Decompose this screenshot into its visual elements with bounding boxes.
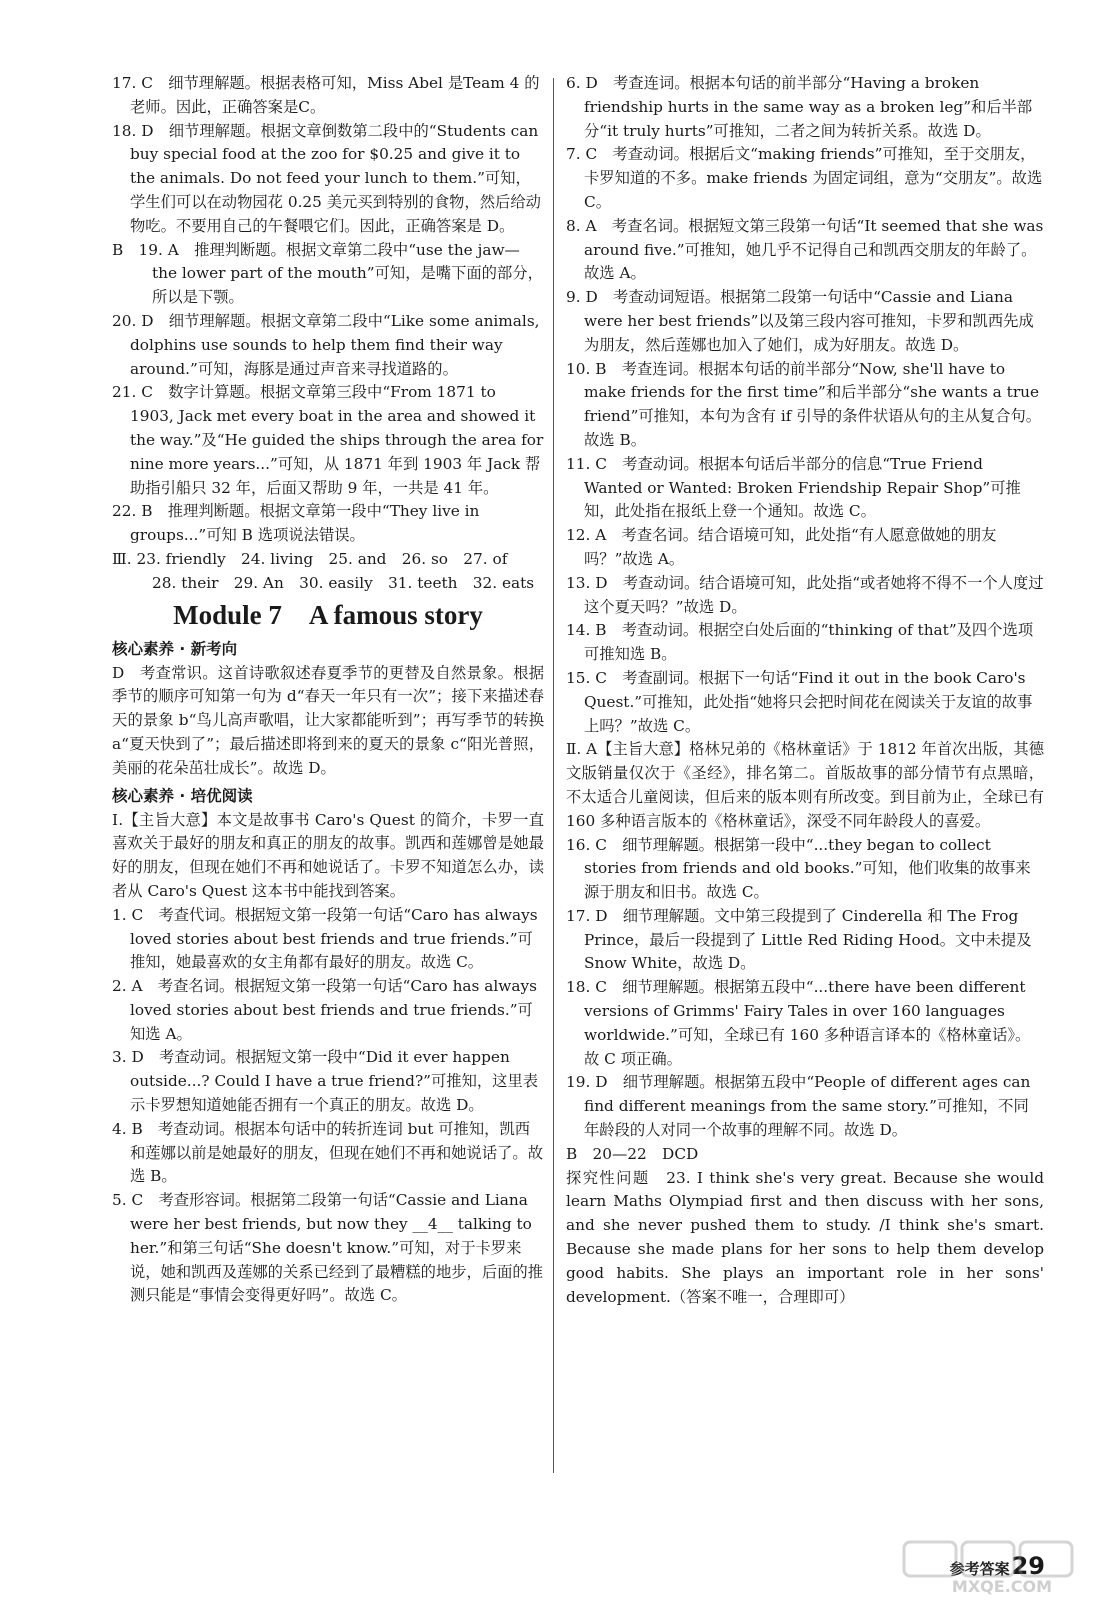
left-entry-11: Ⅰ.【主旨大意】本文是故事书 Caro's Quest 的简介，卡罗一直喜欢关于最好的朋友和真正的朋友的故事。凯西和莲娜曾是她最好的朋友，但现在她们不再和她说话了。卡罗不知道怎么办，读者从 Caro's Quest 这本书中能找到答案。	[112, 810, 544, 900]
right-entry-8: 14. B 考查动词。根据空白处后面的“thinking of that”及四个选项可推知选 B。	[566, 621, 1034, 664]
left-entry-0: 17. C 细节理解题。根据表格可知，Miss Abel 是Team 4 的老师。因此，正确答案是C。	[112, 74, 540, 116]
right-entry-2: 8. A 考查名词。根据短文第三段第一句话“It seemed that she was around five.”可推知，她几乎不记得自己和凯西交朋友的年龄了。故选 A。	[566, 216, 1044, 283]
right-entry-5: 11. C 考查动词。根据本句话后半部分的信息“True Friend Wanted or Wanted: Broken Friendship Repair Shop”可推知，此处指在报纸上登一个通知。故选 C。	[566, 454, 1021, 521]
right-entry-4: 10. B 考查连词。根据本句话的前半部分“Now, she'll have to make friends for the first time”和后半部分“she wants a true friend”可推知，本句为含有 if 引导的条件状语从句的主从复合句。故选 B。	[566, 359, 1042, 449]
right-entry-15: B 20—22 DCD	[566, 1144, 699, 1163]
page-number: 29	[1011, 1552, 1045, 1580]
right-entry-6: 12. A 考查名词。结合语境可知，此处指“有人愿意做她的朋友吗？”故选 A。	[566, 526, 997, 568]
right-entry-10: Ⅱ. A【主旨大意】格林兄弟的《格林童话》于 1812 年首次出版，其德文版销量仅次于《圣经》，排名第二。首版故事的部分情节有点黑暗，不太适合儿童阅读，但后来的版本则有所改变。到目前为止，全球已有 160 多种语言版本的《格林童话》，深受不同年龄段人的喜爱。	[566, 740, 1044, 830]
left-entry-5: 22. B 推理判断题。根据文章第一段中“They live in groups...”可知 B 选项说法错误。	[112, 502, 480, 545]
right-column	[566, 72, 1044, 1309]
left-entry-10: 核心素养 · 培优阅读	[112, 786, 253, 805]
right-entry-11: 16. C 细节理解题。根据第一段中“...they began to collect stories from friends and old books.”可知，他们收集的故事来源于朋友和旧书。故选 C。	[566, 835, 1031, 902]
footer-label: 参考答案	[949, 1560, 1010, 1578]
right-entry-0: 6. D 考查连词。根据本句话的前半部分“Having a broken friendship hurts in the same way as a broken leg”和后半部分“it truly hurts”可推知，二者之间为转折关系。故选 D。	[566, 74, 1033, 140]
right-entry-3: 9. D 考查动词短语。根据第二段第一句话中“Cassie and Liana were her best friends”以及第三段内容可推知，卡罗和凯西先成为朋友，然后莲娜也加入了她们，成为好朋友。故选 D。	[566, 288, 1034, 354]
right-entry-12: 17. D 细节理解题。文中第三段提到了 Cinderella 和 The Frog Prince，最后一段提到了 Little Red Riding Hood。文中未提及 Snow White，故选 D。	[566, 906, 1032, 973]
left-entry-12: 1. C 考查代词。根据短文第一段第一句话“Caro has always loved stories about best friends and true friends.”可推知，她最喜欢的女主角都有最好的朋友。故选 C。	[112, 905, 538, 972]
left-entry-15: 4. B 考查动词。根据本句话中的转折连词 but 可推知，凯西和莲娜以前是她最好的朋友，但现在她们不再和她说话了。故选 B。	[112, 1119, 544, 1186]
left-entry-13: 2. A 考查名词。根据短文第一段第一句话“Caro has always loved stories about best friends and true friends.”可知选 A。	[112, 977, 537, 1043]
left-entry-16: 5. C 考查形容词。根据第二段第一句话“Cassie and Liana were her best friends, but now they __4__ talking to her.”和第三句话“She doesn't know.”可知，对于卡罗来说，她和凯西及莲娜的关系已经到了最糟糕的地步，后面的推测只能是“事情会变得更好吗”。故选 C。	[112, 1191, 544, 1305]
left-entry-8: 核心素养 · 新考向	[112, 639, 238, 658]
left-entry-3: 20. D 细节理解题。根据文章第二段中“Like some animals, dolphins use sounds to help them find their way around.”可知，海豚是通过声音来寻找道路的。	[112, 311, 540, 378]
right-entry-1: 7. C 考查动词。根据后文“making friends”可推知，至于交朋友，卡罗知道的不多。make friends 为固定词组，意为“交朋友”。故选 C。	[566, 145, 1043, 211]
left-entry-9: D 考查常识。这首诗歌叙述春夏季节的更替及自然景象。根据季节的顺序可知第一句为 d“春天一年只有一次”；接下来描述春天的景象 b“鸟儿高声歌唱，让大家都能听到”；再写季节的转换 a“夏天快到了”；最后描述即将到来的夏天的景象 c“阳光普照，美丽的花朵茁壮成长”。故选 D。	[112, 663, 544, 777]
right-entry-13: 18. C 细节理解题。根据第五段中“...there have been different versions of Grimms' Fairy Tales in over 160 languages worldwide.”可知，全球已有 160 多种语言译本的《格林童话》。故 C 项正确。	[566, 978, 1031, 1068]
watermark-logo	[902, 1538, 1102, 1596]
right-entry-14: 19. D 细节理解题。根据第五段中“People of different ages can find different meanings from the same story.”可推知，不同年龄段的人对同一个故事的理解不同。故选 D。	[566, 1073, 1031, 1140]
left-entry-2: B 19. A 推理判断题。根据文章第二段中“use the jaw—the lower part of the mouth”可知，是嘴下面的部分，所以是下颚。	[112, 240, 543, 307]
right-entry-9: 15. C 考查副词。根据下一句话“Find it out in the book Caro's Quest.”可推知，此处指“她将只会把时间花在阅读关于友谊的故事上吗？”故选 C。	[566, 668, 1033, 735]
left-entry-4: 21. C 数字计算题。根据文章第三段中“From 1871 to 1903, Jack met every boat in the area and showed it the way.”及“He guided the ships through the area for nine more years...”可知，从 1871 年到 1903 年 Jack 帮助指引船只 32 年，后面又帮助 9 年，一共是 41 年。	[112, 383, 544, 497]
left-column	[112, 72, 544, 1308]
left-entry-6: Ⅲ. 23. friendly 24. living 25. and 26. so 27. of 28. their 29. An 30. easily 31. teeth 32. eats	[112, 549, 535, 592]
right-entry-16: 探究性问题 23. I think she's very great. Because she would learn Maths Olympiad first and then discuss with her sons, and she never pushed them to study. /I think she's smart. Because she made plans for her sons to help them develop good habits. She plays an important role in her sons' development.（答案不唯一，合理即可）	[566, 1168, 1044, 1306]
left-entry-1: 18. D 细节理解题。根据文章倒数第二段中的“Students can buy special food at the zoo for $0.25 and give it to the animals. Do not feed your lunch to them.”可知，学生们可以在动物园花 0.25 美元买到特别的食物，然后给动物吃。不要用自己的午餐喂它们。因此，正确答案是 D。	[112, 121, 541, 235]
column-divider	[553, 78, 554, 1473]
left-entry-14: 3. D 考查动词。根据短文第一段中“Did it ever happen outside...? Could I have a true friend?”可推知，这里表示卡罗想知道她能否拥有一个真正的朋友。故选 D。	[112, 1048, 539, 1115]
right-entry-7: 13. D 考查动词。结合语境可知，此处指“或者她将不得不一个人度过这个夏天吗？”故选 D。	[566, 573, 1044, 616]
watermark-text: MXQE.COM	[951, 1577, 1053, 1596]
left-entry-7: Module 7 A famous story	[173, 599, 483, 630]
